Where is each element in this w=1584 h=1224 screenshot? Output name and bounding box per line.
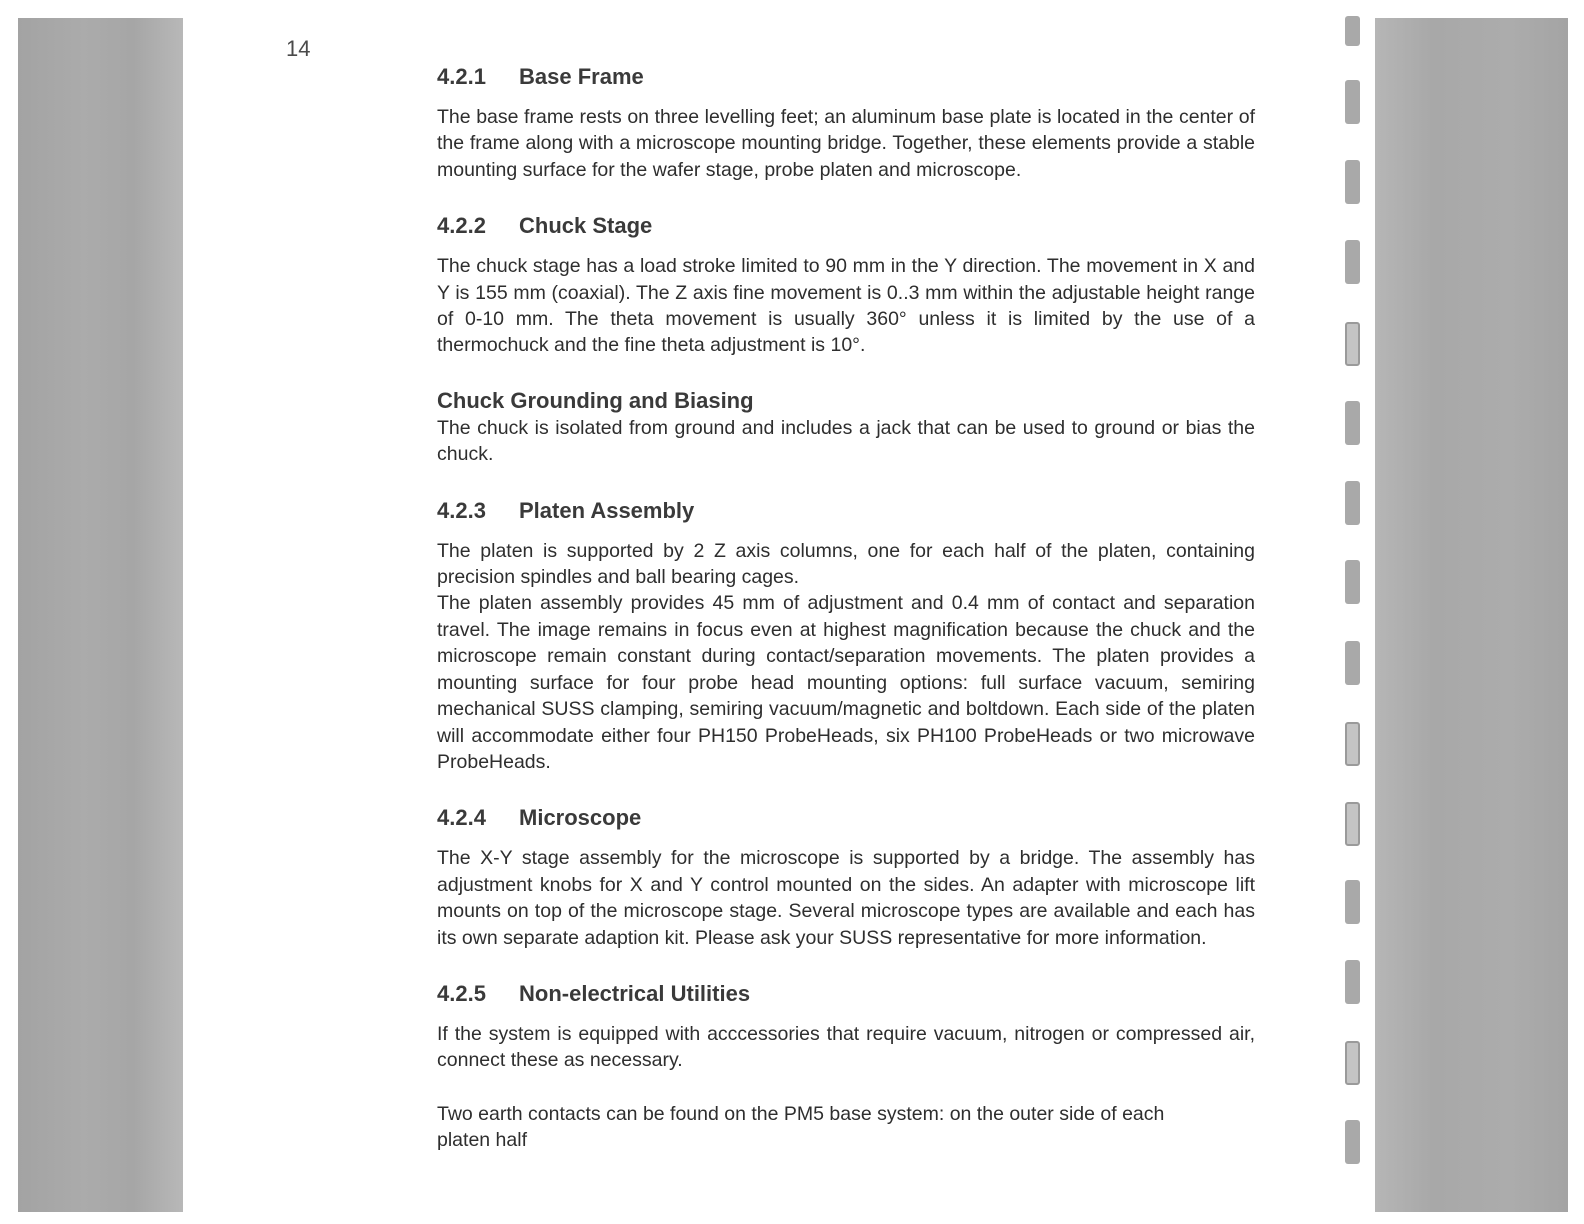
scan-margin-left — [18, 18, 183, 1212]
paragraph: The X-Y stage assembly for the microscope is supported by a bridge. The assembly has adjustment knobs for X and Y control mounted on the sides. An adapter with microscope lift mounts on top of the microscope stage. Several microscope types are available and each has its own separate adaption kit. Please ask your SUSS representative for more information. — [437, 847, 1255, 949]
binding-punch-mark — [1345, 16, 1360, 46]
binding-punch-mark — [1345, 1120, 1360, 1164]
binding-punch-mark — [1345, 322, 1360, 366]
section-number: 4.2.2 — [437, 213, 486, 239]
section-non-electrical-utilities — [437, 979, 1255, 1152]
paragraph: The chuck is isolated from ground and includes a jack that can be used to ground or bias the chuck. — [437, 416, 1255, 466]
binding-punch-mark — [1345, 880, 1360, 924]
binding-punch-mark — [1345, 560, 1360, 604]
binding-punch-mark — [1345, 1041, 1360, 1085]
section-number: 4.2.4 — [437, 805, 486, 831]
section-title: Platen Assembly — [519, 497, 695, 523]
binding-punch-mark — [1345, 401, 1360, 445]
binding-punch-mark — [1345, 80, 1360, 124]
document-body — [437, 62, 1255, 1152]
paragraph: The platen assembly provides 45 mm of adjustment and 0.4 mm of contact and separation travel. The image remains in focus even at highest magnification because the chuck and the microscope remain constant during contact/separation movements. The platen provides a mounting surface for four probe head mounting options: full surface vacuum, semiring mechanical SUSS clamping, semiring vacuum/magnetic and boltdown. Each side of the platen will accommodate either four PH150 ProbeHeads, six PH100 ProbeHeads or two microwave ProbeHeads. — [437, 592, 1255, 773]
section-number: 4.2.3 — [437, 497, 486, 523]
binding-punch-mark — [1345, 240, 1360, 284]
section-number: 4.2.1 — [437, 64, 486, 89]
section-heading — [437, 211, 1255, 241]
paragraph: The chuck stage has a load stroke limited to 90 mm in the Y direction. The movement in X and Y is 155 mm (coaxial). The Z axis fine movement is 0..3 mm within the adjustable height range of 0-10 mm. The theta movement is usually 360° unless it is limited by the use of a thermochuck and the fine theta adjustment is 10°. — [437, 255, 1255, 357]
section-heading — [437, 803, 1255, 833]
section-number: 4.2.5 — [437, 980, 486, 1006]
paragraph: The base frame rests on three levelling feet; an aluminum base plate is located in the center of the frame along with a microscope mounting bridge. Together, these elements provide a stable mounting surface for the wafer stage, probe platen and microscope. — [437, 106, 1255, 181]
section-microscope — [437, 803, 1255, 951]
cut-off-line — [437, 1127, 1255, 1152]
section-title: Microscope — [519, 805, 642, 831]
binding-punch-mark — [1345, 722, 1360, 766]
subsection-heading: Chuck Grounding and Biasing — [437, 387, 754, 413]
binding-punch-mark — [1345, 641, 1360, 685]
section-title: Non-electrical Utilities — [519, 980, 751, 1006]
section-chuck-stage — [437, 211, 1255, 467]
binding-punch-mark — [1345, 960, 1360, 1004]
binding-punch-mark — [1345, 160, 1360, 204]
section-heading — [437, 496, 1255, 526]
paragraph-fragment: platen half — [437, 1129, 527, 1152]
section-platen-assembly — [437, 496, 1255, 776]
paragraph: Two earth contacts can be found on the PM5 base system: on the outer side of each — [437, 1102, 1165, 1125]
binding-punch-mark — [1345, 481, 1360, 525]
section-title: Base Frame — [519, 64, 644, 89]
section-heading — [437, 62, 1255, 92]
page-bottom-edge — [0, 1212, 1584, 1224]
section-base-frame — [437, 62, 1255, 183]
section-heading — [437, 979, 1255, 1009]
section-title: Chuck Stage — [519, 213, 653, 239]
page-number: 14 — [286, 36, 311, 61]
paragraph: If the system is equipped with acccessories that require vacuum, nitrogen or compressed air, connect these as necessary. — [437, 1022, 1255, 1072]
paragraph: The platen is supported by 2 Z axis columns, one for each half of the platen, containing precision spindles and ball bearing cages. — [437, 539, 1255, 589]
scan-margin-right — [1375, 18, 1568, 1212]
binding-punch-mark — [1345, 802, 1360, 846]
